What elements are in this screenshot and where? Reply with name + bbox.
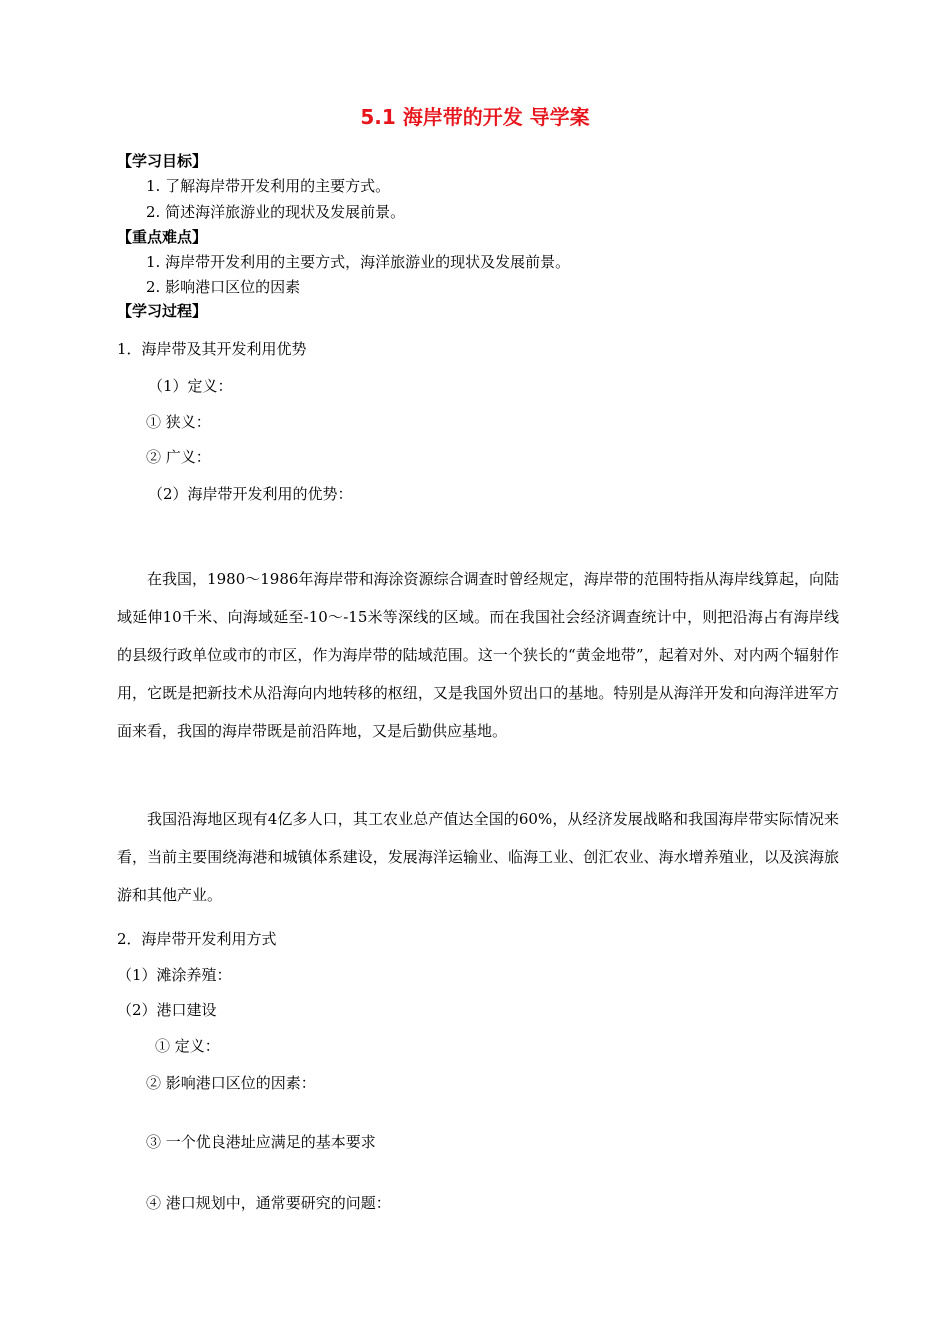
section-1-title: 1．海岸带及其开发利用优势 [117, 340, 307, 358]
process-heading: 【学习过程】 [117, 302, 208, 320]
section-1-advantages: （2）海岸带开发利用的优势： [148, 485, 353, 503]
port-definition: ① 定义： [155, 1037, 220, 1055]
goal-item-1: 1. 了解海岸带开发利用的主要方式。 [146, 177, 391, 195]
section-1-narrow: ① 狭义： [146, 413, 211, 431]
port-location-factors: ② 影响港口区位的因素： [146, 1074, 316, 1092]
key-points-heading: 【重点难点】 [117, 228, 208, 246]
body-paragraph-2: 我国沿海地区现有4亿多人口，其工农业总产值达全国的60%，从经济发展战略和我国海岸带实际情况来看，当前主要围绕海港和城镇体系建设，发展海洋运输业、临海工业、创汇农业、海水增养殖业，以及滨海旅游和其他产业。 [117, 810, 839, 904]
section-2-aquaculture: （1）滩涂养殖： [117, 966, 232, 984]
section-2-title: 2．海岸带开发利用方式 [117, 930, 277, 948]
goal-item-2: 2. 简述海洋旅游业的现状及发展前景。 [146, 203, 406, 221]
page-title: 5.1 海岸带的开发 导学案 [360, 105, 590, 129]
section-1-broad: ② 广义： [146, 448, 211, 466]
port-planning-questions: ④ 港口规划中，通常要研究的问题： [146, 1194, 391, 1212]
goals-heading: 【学习目标】 [117, 152, 208, 170]
key-point-item-1: 1. 海岸带开发利用的主要方式，海洋旅游业的现状及发展前景。 [146, 253, 571, 271]
body-paragraph-1: 在我国，1980～1986年海岸带和海涂资源综合调查时曾经规定，海岸带的范围特指从海岸线算起，向陆域延伸10千米、向海域延至-10～-15米等深线的区域。而在我国社会经济调查统计中，则把沿海占有海岸线的县级行政单位或市的市区，作为海岸带的陆域范围。这一个狭长的“黄金地带”，起着对外、对内两个辐射作用，它既是把新技术从沿海向内地转移的枢纽，又是我国外贸出口的基地。特别是从海洋开发和向海洋进军方面来看，我国的海岸带既是前沿阵地，又是后勤供应基地。 [117, 570, 839, 740]
port-site-requirements: ③ 一个优良港址应满足的基本要求 [146, 1133, 376, 1151]
key-point-item-2: 2. 影响港口区位的因素 [146, 278, 301, 296]
section-2-port: （2）港口建设 [117, 1001, 217, 1019]
section-1-definition: （1）定义： [148, 377, 233, 395]
